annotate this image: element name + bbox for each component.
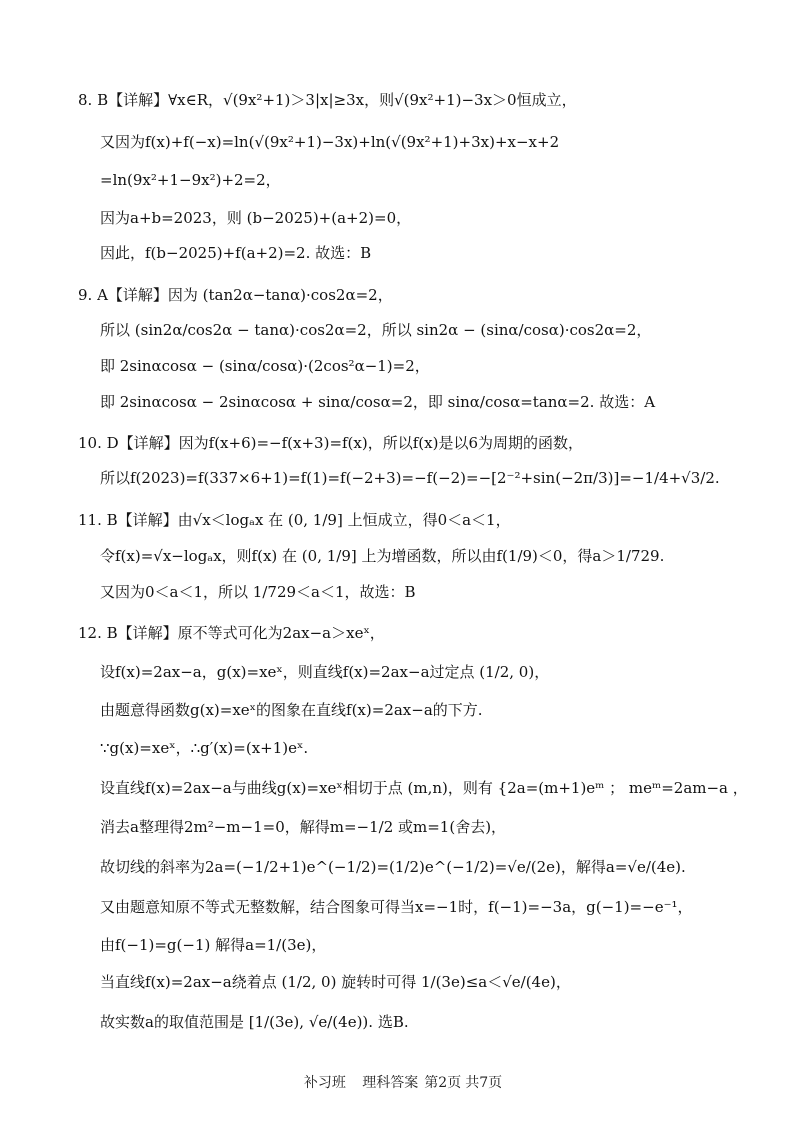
footer-total: 共7页 — [465, 1075, 503, 1091]
problem-8-line-1: 8. B【详解】∀x∈R，√(9x²+1)＞3|x|≥3x，则√(9x²+1)−3x＞0恒成立， — [78, 91, 577, 109]
problem-12-line-1: 12. B【详解】原不等式可化为2ax−a＞xeˣ， — [78, 624, 385, 642]
problem-12-line-7: 故切线的斜率为2a=(−1/2+1)e^(−1/2)=(1/2)e^(−1/2)=√e/(2e)，解得a=√e/(4e). — [100, 858, 686, 876]
problem-11-line-2: 令f(x)=√x−logₐx，则f(x) 在 (0, 1/9] 上为增函数，所以由f(1/9)＜0，得a＞1/729. — [100, 547, 665, 565]
problem-10-line-1: 10. D【详解】因为f(x+6)=−f(x+3)=f(x)，所以f(x)是以6为周期的函数， — [78, 434, 583, 452]
problem-12-line-4: ∵g(x)=xeˣ，∴g′(x)=(x+1)eˣ. — [100, 739, 309, 757]
problem-8-line-4: 因为a+b=2023，则 (b−2025)+(a+2)=0， — [100, 209, 412, 227]
problem-12-line-3: 由题意得函数g(x)=xeˣ的图象在直线f(x)=2ax−a的下方. — [100, 701, 483, 719]
problem-12-line-5: 设直线f(x)=2ax−a与曲线g(x)=xeˣ相切于点 (m,n)，则有 {2a=(m+1)eᵐ ； meᵐ=2am−a ， — [100, 779, 748, 797]
problem-12-line-2: 设f(x)=2ax−a，g(x)=xeˣ，则直线f(x)=2ax−a过定点 (1/2, 0)， — [100, 663, 550, 681]
problem-9-line-1: 9. A【详解】因为 (tan2α−tanα)·cos2α=2， — [78, 286, 393, 304]
problem-12-line-10: 当直线f(x)=2ax−a绕着点 (1/2, 0) 旋转时可得 1/(3e)≤a＜√e/(4e)， — [100, 973, 571, 991]
problem-8-line-2: 又因为f(x)+f(−x)=ln(√(9x²+1)−3x)+ln(√(9x²+1)+3x)+x−x+2 — [100, 133, 560, 151]
problem-11-line-3: 又因为0＜a＜1，所以 1/729＜a＜1，故选：B — [100, 583, 416, 601]
problem-9-line-3: 即 2sinαcosα − (sinα/cosα)·(2cos²α−1)=2， — [100, 357, 430, 375]
footer-class: 补习班 — [303, 1075, 346, 1091]
problem-10-line-2: 所以f(2023)=f(337×6+1)=f(1)=f(−2+3)=−f(−2)=−[2⁻²+sin(−2π/3)]=−1/4+√3/2. — [100, 469, 720, 487]
problem-12-line-6: 消去a整理得2m²−m−1=0，解得m=−1/2 或m=1(舍去)， — [100, 818, 507, 836]
footer-subject: 理科答案 — [362, 1075, 419, 1091]
problem-12-line-8: 又由题意知原不等式无整数解，结合图象可得当x=−1时，f(−1)=−3a，g(−1)=−e⁻¹， — [100, 898, 693, 916]
problem-8-line-3: =ln(9x²+1−9x²)+2=2， — [100, 171, 281, 189]
problem-11-line-1: 11. B【详解】由√x＜logₐx 在 (0, 1/9] 上恒成立，得0＜a＜1， — [78, 511, 511, 529]
problem-9-line-2: 所以 (sin2α/cos2α − tanα)·cos2α=2，所以 sin2α − (sinα/cosα)·cos2α=2， — [100, 321, 652, 339]
problem-8-line-5: 因此，f(b−2025)+f(a+2)=2. 故选：B — [100, 244, 372, 262]
problem-12-line-11: 故实数a的取值范围是 [1/(3e), √e/(4e)). 选B. — [100, 1013, 409, 1031]
footer-page: 第2页 — [424, 1075, 462, 1091]
problem-9-line-4: 即 2sinαcosα − 2sinαcosα + sinα/cosα=2，即 sinα/cosα=tanα=2. 故选：A — [100, 393, 656, 411]
problem-12-line-9: 由f(−1)=g(−1) 解得a=1/(3e)， — [100, 936, 327, 954]
page-footer — [0, 1072, 800, 1092]
